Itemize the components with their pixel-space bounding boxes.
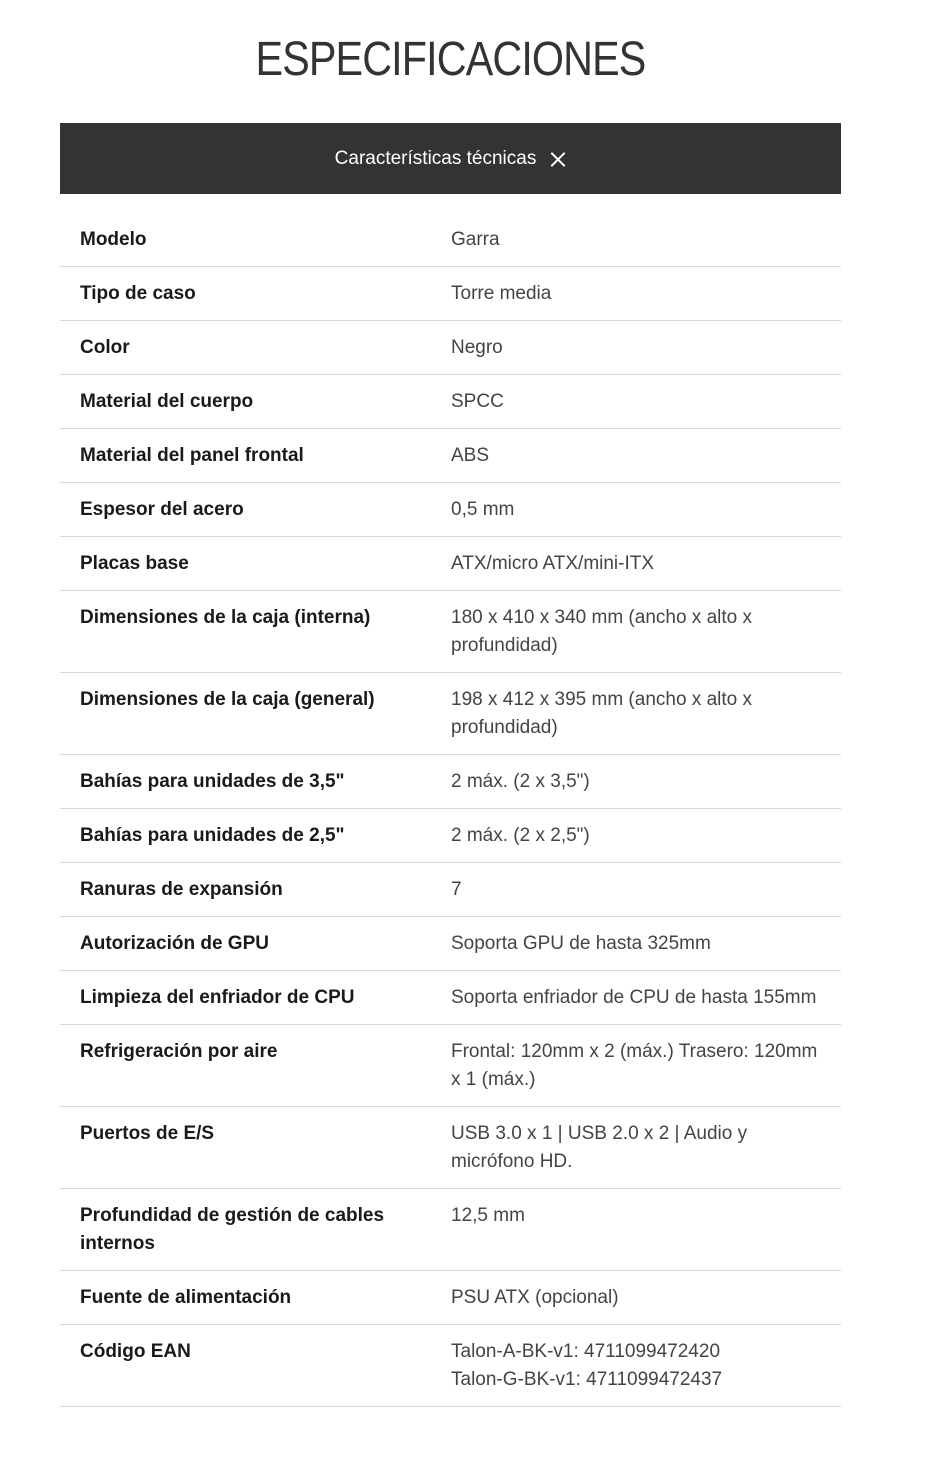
- spec-key: Dimensiones de la caja (general): [80, 689, 375, 710]
- spec-row: [60, 429, 841, 483]
- spec-value: 2 máx. (2 x 3,5"): [451, 771, 590, 792]
- spec-row: [60, 1325, 841, 1407]
- spec-key: Modelo: [80, 229, 147, 250]
- page-title: ESPECIFICACIONES: [255, 33, 646, 86]
- spec-key: Ranuras de expansión: [80, 879, 283, 900]
- spec-key: Bahías para unidades de 2,5": [80, 825, 345, 846]
- spec-key: Material del panel frontal: [80, 445, 304, 466]
- spec-row: [60, 267, 841, 321]
- accordion-header-caracteristicas[interactable]: [60, 123, 841, 194]
- spec-value: 12,5 mm: [451, 1205, 525, 1226]
- spec-row: [60, 213, 841, 267]
- spec-value: Talon-A-BK-v1: 4711099472420 Talon-G-BK-v1: 4711099472437: [451, 1341, 723, 1390]
- spec-row: [60, 863, 841, 917]
- accordion-label: Características técnicas: [334, 147, 537, 169]
- spec-key: Dimensiones de la caja (interna): [80, 607, 371, 628]
- spec-row: [60, 321, 841, 375]
- spec-key: Bahías para unidades de 3,5": [80, 771, 345, 792]
- spec-row: [60, 1189, 841, 1271]
- spec-row: [60, 537, 841, 591]
- spec-value: USB 3.0 x 1 | USB 2.0 x 2 | Audio y micrófono HD.: [451, 1123, 748, 1172]
- spec-row: [60, 591, 841, 673]
- spec-value: ABS: [451, 445, 490, 466]
- spec-row: [60, 917, 841, 971]
- spec-key: Código EAN: [80, 1341, 191, 1362]
- spec-row: [60, 1025, 841, 1107]
- spec-table: [60, 213, 841, 1407]
- spec-key: Color: [80, 337, 130, 358]
- spec-value: PSU ATX (opcional): [451, 1287, 619, 1308]
- spec-value: Soporta enfriador de CPU de hasta 155mm: [451, 987, 817, 1008]
- spec-row: [60, 755, 841, 809]
- spec-value: 180 x 410 x 340 mm (ancho x alto x profundidad): [451, 607, 752, 656]
- spec-key: Autorización de GPU: [80, 933, 269, 954]
- close-icon[interactable]: [550, 151, 566, 167]
- spec-row: [60, 375, 841, 429]
- spec-value: 2 máx. (2 x 2,5"): [451, 825, 590, 846]
- spec-value: Torre media: [451, 283, 552, 304]
- spec-key: Material del cuerpo: [80, 391, 254, 412]
- spec-row: [60, 1271, 841, 1325]
- spec-key: Placas base: [80, 553, 189, 574]
- spec-key: Profundidad de gestión de cables internos: [80, 1205, 385, 1254]
- spec-value: Garra: [451, 229, 500, 250]
- spec-key: Fuente de alimentación: [80, 1287, 292, 1308]
- spec-row: [60, 809, 841, 863]
- spec-value: SPCC: [451, 391, 504, 412]
- spec-row: [60, 673, 841, 755]
- spec-value: 198 x 412 x 395 mm (ancho x alto x profundidad): [451, 689, 752, 738]
- spec-key: Tipo de caso: [80, 283, 196, 304]
- spec-key: Limpieza del enfriador de CPU: [80, 987, 355, 1008]
- spec-value: Soporta GPU de hasta 325mm: [451, 933, 711, 954]
- spec-value: 7: [451, 879, 462, 900]
- spec-row: [60, 1107, 841, 1189]
- spec-key: Refrigeración por aire: [80, 1041, 278, 1062]
- spec-key: Espesor del acero: [80, 499, 244, 520]
- spec-row: [60, 971, 841, 1025]
- spec-row: [60, 483, 841, 537]
- spec-key: Puertos de E/S: [80, 1123, 215, 1144]
- spec-value: Negro: [451, 337, 503, 358]
- spec-value: 0,5 mm: [451, 499, 515, 520]
- spec-value: Frontal: 120mm x 2 (máx.) Trasero: 120mm x 1 (máx.): [451, 1041, 818, 1090]
- spec-value: ATX/micro ATX/mini-ITX: [451, 553, 655, 574]
